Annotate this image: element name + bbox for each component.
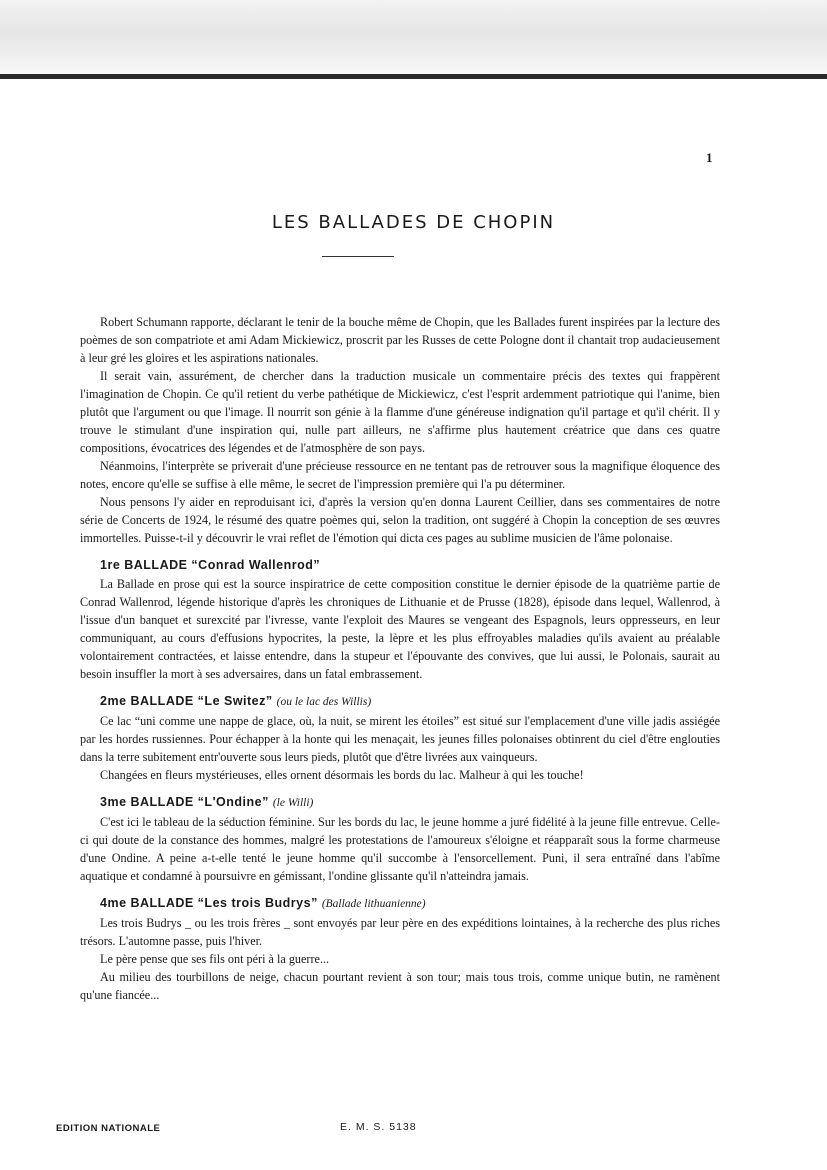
ballade-3-subtitle: (le Willi) [272, 797, 314, 809]
ballade-4-paragraph: Le père pense que ses fils ont péri à la guerre... [100, 952, 330, 966]
ballade-1-paragraph: La Ballade en prose qui est la source inspiratrice de cette composition constitue le dernier épisode de la quatrième partie de Conrad Wallenrod, légende historique d'après les chroniques de Lithuanie et de Prusse (1828), épisode dans lequel, Wallenrod, à l'issue d'un banquet et surexcité par l'ivresse, vante l'exploit des Maures se vengeant des Espagnols, leurs oppresseurs, en leur communiquant, au cours d'effusions hypocrites, la peste, la lèpre et les plus effroyables maladies qu'ils avaient au préalable volontairement contractées, et laisse entendre, dans la stupeur et l'épouvante des convives, que lui aussi, le Polonais, saurait au besoin insuffler la mort à ses adversaires, dans un fatal embrassement. [80, 577, 720, 681]
intro-paragraph: Robert Schumann rapporte, déclarant le tenir de la bouche même de Chopin, que les Ballades furent inspirées par la lecture des poèmes de son compatriote et ami Adam Mickiewicz, proscrit par les Russes de cette Pologne dont il chantait trop audacieusement à leur gré les gloires et les aspirations nationales. [80, 315, 720, 365]
page-title: LES BALLADES DE CHOPIN [271, 212, 556, 234]
intro-paragraph: Néanmoins, l'interprète se priverait d'une précieuse ressource en ne tentant pas de retrouver sous la magnifique éloquence des notes, encore qu'elle se suffise à elle même, le secret de l'impression première qui l'a pu déterminer. [80, 459, 720, 491]
scan-top-band [0, 0, 827, 78]
ballade-4-paragraph: Au milieu des tourbillons de neige, chacun pourtant revient à son tour; mais tous trois, comme unique butin, ne ramènent qu'une fiancée... [80, 970, 720, 1002]
top-rule [0, 74, 827, 79]
ballade-1-title: 1re BALLADE “Conrad Wallenrod” [100, 558, 321, 572]
ballade-2-subtitle: (ou le lac des Willis) [276, 696, 372, 708]
document-body [80, 313, 720, 1004]
intro-paragraph: Nous pensons l'y aider en reproduisant ici, d'après la version qu'en donna Laurent Ceillier, dans ses commentaires de notre série de Concerts de 1924, le résumé des quatre poèmes qui, selon la tradition, ont suggéré à Chopin la conception de ses œuvres immortelles. Puisse-t-il y découvrir le vrai reflet de l'émotion qui dicta ces pages au sublime musicien de l'âme polonaise. [80, 495, 720, 545]
page-number: 1 [706, 150, 713, 165]
ballade-2-heading [80, 692, 720, 711]
footer-publisher: EDITION NATIONALE [56, 1123, 161, 1134]
ballade-3-heading [80, 793, 720, 812]
ballade-3-paragraph: C'est ici le tableau de la séduction féminine. Sur les bords du lac, le jeune homme a juré fidélité à la jeune fille entrevue. Celle-ci qui doute de la constance des hommes, malgré les protestations de l'amoureux s'éloigne et réapparaît sous la forme charmeuse d'une Ondine. A peine a-t-elle tenté le jeune homme qu'il succombe à l'ensorcellement. Puni, il sera entraîné dans l'abîme aquatique et condamné à poursuivre en gémissant, l'ondine glissante qu'il n'atteindra jamais. [80, 815, 720, 883]
ballade-2-title: 2me BALLADE “Le Switez” [100, 694, 273, 708]
ballade-2-paragraph: Ce lac “uni comme une nappe de glace, où, la nuit, se mirent les étoiles” est situé sur l'emplacement d'une ville jadis assiégée par les hordes russiennes. Pour échapper à la honte qui les menaçait, les jeunes filles polonaises obtinrent du ciel d'être englouties dans la terre subitement entr'ouverte sous leurs pieds, plutôt que d'être livrées aux vainqueurs. [80, 714, 720, 764]
intro-paragraph: Il serait vain, assurément, de chercher dans la traduction musicale un commentaire précis des textes qui frappèrent l'imagination de Chopin. Ce qu'il retient du verbe pathétique de Mickiewicz, c'est l'esprit ardemment patriotique qui l'anime, bien plutôt que l'argument ou que l'image. Il nourrit son génie à la flamme d'une généreuse indignation qu'il partage et qu'il chérit. Il y trouve le stimulant d'une inspiration qui, nulle part ailleurs, ne s'affirme plus hautement créatrice que dans ces quatre compositions, évocatrices des légendes et de l'atmosphère de son pays. [80, 369, 720, 455]
ballade-2-paragraph: Changées en fleurs mystérieuses, elles ornent désormais les bords du lac. Malheur à qui les touche! [100, 768, 584, 782]
ballade-3-title: 3me BALLADE “L'Ondine” [100, 795, 269, 809]
footer-catalog-code: E. M. S. 5138 [340, 1121, 417, 1133]
title-divider [322, 256, 394, 257]
ballade-4-subtitle: (Ballade lithuanienne) [321, 898, 426, 910]
ballade-1-heading [80, 556, 720, 574]
ballade-4-paragraph: Les trois Budrys _ ou les trois frères _ sont envoyés par leur père en des expéditions lointaines, à la recherche des plus riches trésors. L'automne passe, puis l'hiver. [80, 916, 720, 948]
ballade-4-heading [80, 894, 720, 913]
ballade-4-title: 4me BALLADE “Les trois Budrys” [100, 896, 318, 910]
